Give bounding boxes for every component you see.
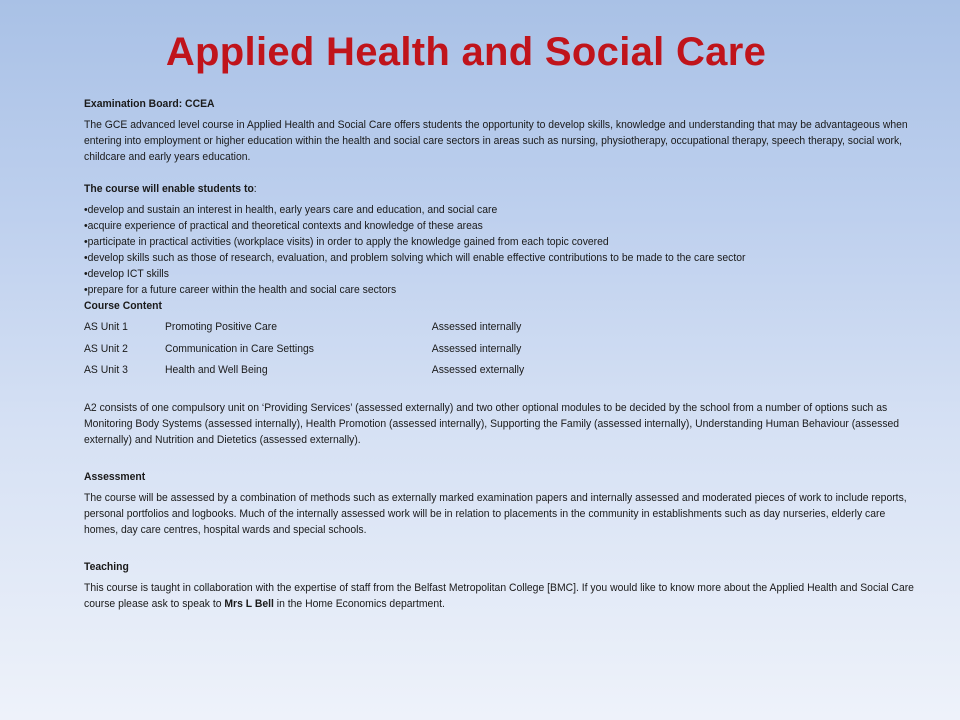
- list-item: •participate in practical activities (workplace visits) in order to apply the knowledge gained from each topic covered: [84, 236, 609, 248]
- exam-board: Examination Board: CCEA: [84, 98, 215, 110]
- table-row: [84, 319, 916, 335]
- objectives-list: [84, 202, 916, 298]
- course-content-heading: Course Content: [84, 300, 162, 312]
- teaching-text-2: in the Home Economics department.: [273, 597, 445, 610]
- teaching-paragraph: [84, 580, 916, 612]
- teaching-heading: Teaching: [84, 560, 129, 573]
- teaching-text-1: This course is taught in collaboration with the expertise of staff from the Belfast Metropolitan College [BMC]. If you would like to know more about the Applied Health and Social Care course please ask to speak to: [84, 581, 914, 610]
- unit-name: Communication in Care Settings: [164, 342, 314, 355]
- unit-name: Promoting Positive Care: [164, 321, 278, 333]
- slide-content: [84, 96, 916, 612]
- unit-assessment: Assessed externally: [431, 364, 525, 376]
- list-item: •develop and sustain an interest in health, early years care and education, and social care: [84, 204, 498, 216]
- a2-paragraph: A2 consists of one compulsory unit on ‘Providing Services’ (assessed externally) and two other optional modules to be decided by the school from a number of options such as Monitoring Body Systems (assessed internally), Health Promotion (assessed internally), Supporting the Family (assessed internally), Understanding Human Behaviour (assessed externally) and Nutrition and Dietetics (assessed externally).: [84, 401, 900, 446]
- unit-assessment: Assessed internally: [431, 321, 522, 333]
- page-title: Applied Health and Social Care: [165, 30, 767, 74]
- units-table: [84, 319, 916, 378]
- unit-code: AS Unit 1: [84, 321, 128, 333]
- list-item: •acquire experience of practical and theoretical contexts and knowledge of these areas: [84, 220, 483, 232]
- assessment-paragraph: The course will be assessed by a combination of methods such as externally marked examination papers and internally assessed and moderated pieces of work to include reports, personal portfolios and logbooks. Much of the internally assessed work will be in relation to placements in the community in establishments such as day nurseries, elderly care homes, day care centres, hospital wards and special schools.: [84, 491, 907, 536]
- enable-heading-text: The course will enable students to: [84, 183, 254, 195]
- enable-heading-colon: :: [253, 183, 257, 195]
- table-row: [84, 362, 916, 378]
- unit-code: AS Unit 2: [84, 342, 128, 355]
- enable-heading: [84, 181, 916, 197]
- teaching-contact: Mrs L Bell: [224, 597, 274, 610]
- assessment-heading: Assessment: [84, 470, 146, 483]
- intro-paragraph: The GCE advanced level course in Applied Health and Social Care offers students the opportunity to develop skills, knowledge and understanding that may be advantageous when entering into employment or higher education within the health and social care sectors in areas such as nursing, physiotherapy, occupational therapy, speech therapy, social work, childcare and early years education.: [84, 119, 908, 163]
- unit-name: Health and Well Being: [164, 364, 268, 376]
- list-item: •prepare for a future career within the health and social care sectors: [84, 284, 397, 296]
- unit-code: AS Unit 3: [84, 364, 128, 376]
- table-row: [84, 341, 916, 357]
- list-item: •develop ICT skills: [84, 268, 169, 280]
- unit-assessment: Assessed internally: [431, 342, 522, 355]
- list-item: •develop skills such as those of research, evaluation, and problem solving which will enable effective contributions to be made to the care sector: [84, 252, 746, 264]
